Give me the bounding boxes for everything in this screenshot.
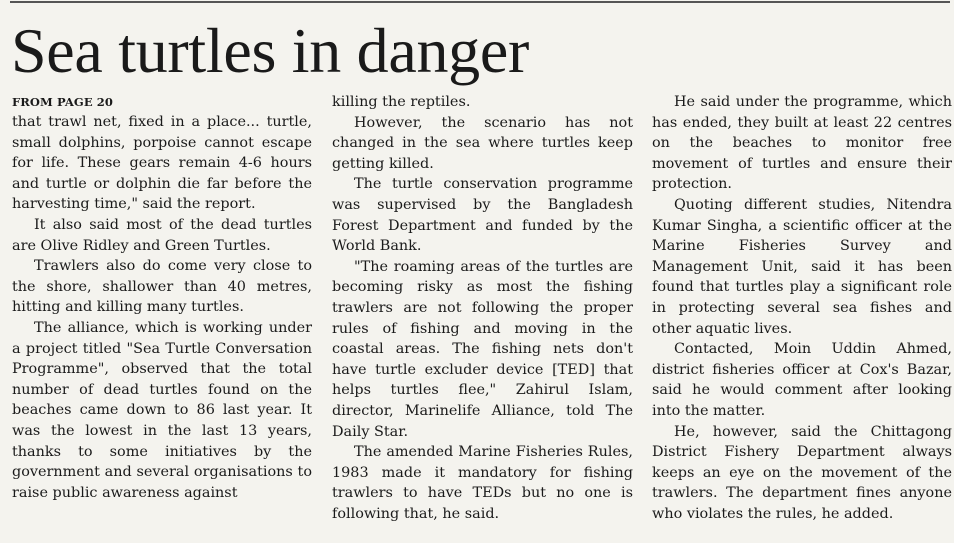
article-column-1 xyxy=(12,92,312,503)
paragraph: Contacted, Moin Uddin Ahmed, district fisheries officer at Cox's Bazar, said he would comment after looking into the matter. xyxy=(652,341,952,419)
article-column-3 xyxy=(652,92,952,524)
paragraph: "The roaming areas of the turtles are becoming risky as most the fishing trawlers are not following the proper rules of fishing and moving in the coastal areas. The fishing nets don't have turtle excluder device [TED] that helps turtles flee," Zahirul Islam, director, Marinelife Alliance, told The Daily Star. xyxy=(332,258,633,440)
paragraph: The turtle conservation programme was supervised by the Bangladesh Forest Department and funded by the World Bank. xyxy=(332,176,633,255)
paragraph: that trawl net, fixed in a place... turtle, small dolphins, porpoise cannot escape for life. These gears remain 4-6 hours and turtle or dolphin die far before the harvesting time," said the report. xyxy=(12,114,312,213)
paragraph: The amended Marine Fisheries Rules, 1983 made it mandatory for fishing trawlers to have TEDs but no one is following that, he said. xyxy=(332,444,633,522)
article-column-2 xyxy=(332,92,633,524)
paragraph: He, however, said the Chittagong District Fishery Department always keeps an eye on the movement of the trawlers. The department fines anyone who violates the rules, he added. xyxy=(652,423,952,522)
continued-from-label: FROM PAGE 20 xyxy=(12,95,113,109)
paragraph: killing the reptiles. xyxy=(332,94,471,110)
top-rule xyxy=(10,1,950,3)
paragraph: Trawlers also do come very close to the shore, shallower than 40 metres, hitting and killing many turtles. xyxy=(12,258,312,316)
paragraph: The alliance, which is working under a project titled "Sea Turtle Conversation Programme", observed that the total number of dead turtles found on the beaches came down to 86 last year. It was the lowest in the last 13 years, thanks to some initiatives by the government and several organisations to raise public awareness against xyxy=(12,319,312,501)
paragraph: Quoting different studies, Nitendra Kumar Singha, a scientific officer at the Marine Fisheries Survey and Management Unit, said it has been found that turtles play a significant role in protecting several sea fishes and other aquatic lives. xyxy=(652,196,952,337)
paragraph: He said under the programme, which has ended, they built at least 22 centres on the beaches to monitor free movement of turtles and ensure their protection. xyxy=(652,94,952,193)
headline: Sea turtles in danger xyxy=(11,15,529,86)
paragraph: However, the scenario has not changed in the sea where turtles keep getting killed. xyxy=(332,114,633,172)
paragraph: It also said most of the dead turtles are Olive Ridley and Green Turtles. xyxy=(12,216,312,254)
